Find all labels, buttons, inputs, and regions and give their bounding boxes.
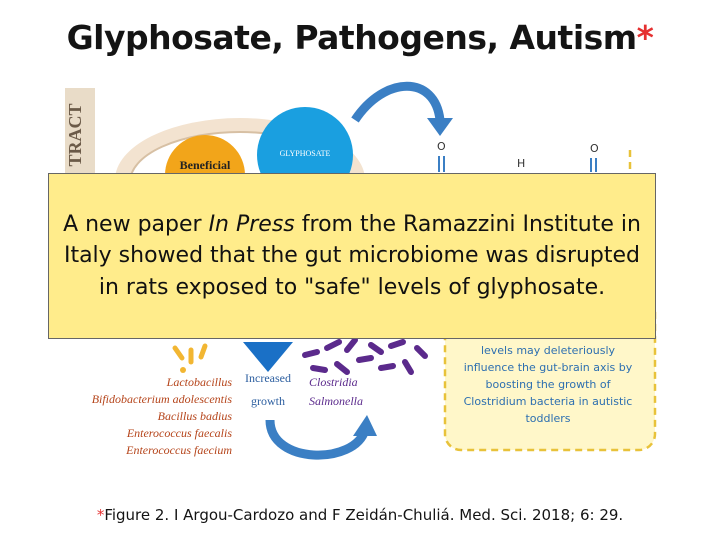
- title-text: Glyphosate, Pathogens, Autism: [66, 18, 637, 57]
- beneficial-dash-1: [175, 348, 182, 358]
- pathogen-clostridia: Clostridia: [309, 375, 358, 389]
- beneficial-dash-3: [201, 346, 205, 357]
- citation-asterisk: *: [96, 506, 105, 524]
- bacteria-item: Enterococcus faecalis: [126, 426, 232, 440]
- atom-o1: O: [437, 140, 446, 153]
- pathogen-rods: [305, 340, 425, 372]
- callout-text: [61, 209, 643, 303]
- bacteria-item: Enterococcus faecium: [126, 443, 232, 457]
- atom-h: H: [517, 157, 526, 170]
- callout-box: [48, 173, 656, 339]
- note-line: toddlers: [525, 412, 571, 425]
- growth-label: growth: [251, 394, 285, 408]
- bacteria-item: Bifidobacterium adolescentis: [91, 392, 232, 406]
- atom-o2: O: [590, 142, 599, 155]
- title-asterisk: *: [636, 18, 654, 57]
- bacteria-list: [92, 375, 233, 457]
- bottom-cycle-arrow: [270, 420, 365, 455]
- pathogen-salmonella: Salmonella: [309, 394, 363, 408]
- bacteria-item: Lactobacillus: [166, 375, 232, 389]
- citation-text: Figure 2. I Argou-Cardozo and F Zeidán-Chuliá. Med. Sci. 2018; 6: 29.: [104, 506, 624, 524]
- tract-label: TRACT: [65, 103, 85, 167]
- beneficial-label: Beneficial: [179, 158, 231, 172]
- glyphosate-label: GLYPHOSATE: [279, 149, 331, 158]
- bottom-arrow-head: [353, 415, 377, 436]
- bacteria-item: Bacillus badius: [157, 409, 232, 423]
- top-cycle-arrow: [355, 86, 440, 120]
- note-line: influence the gut-brain axis by: [463, 361, 633, 374]
- note-line: Clostridium bacteria in autistic: [463, 395, 633, 408]
- note-line: levels may deleteriously: [480, 344, 616, 357]
- figure-citation: [0, 506, 720, 524]
- down-arrow-head: [243, 342, 293, 372]
- increased-label: Increased: [245, 371, 291, 385]
- callout-post: from the Ramazzini Institute in Italy showed that the gut microbiome was disrupted in rats exposed to "safe" levels of glyphosate.: [63, 212, 641, 300]
- slide-title: [0, 18, 720, 57]
- callout-emphasis: In Press: [208, 212, 295, 238]
- beneficial-dot: [180, 367, 186, 373]
- top-arrow-head: [427, 118, 453, 136]
- note-line: boosting the growth of: [485, 378, 611, 391]
- callout-pre: A new paper: [63, 212, 209, 238]
